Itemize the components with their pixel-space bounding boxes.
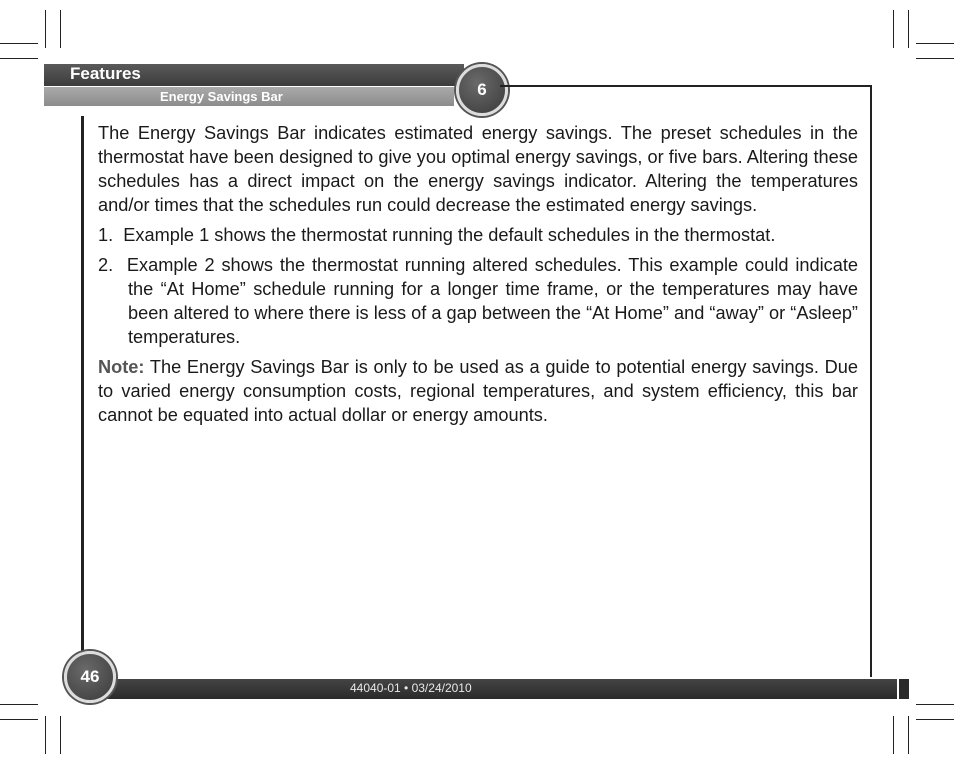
crop-mark (60, 716, 61, 754)
crop-mark (0, 58, 38, 59)
crop-mark (916, 58, 954, 59)
list-text: Example 2 shows the thermostat running altered schedules. This example could indicate the “At Home” schedule running for a longer time frame, or the temperatures may have been altered to where there is less of a gap between the “At Home” and “away” or “Asleep” temperatures. (126, 255, 859, 347)
crop-mark (908, 10, 909, 48)
crop-mark (0, 704, 38, 705)
frame-border-left (81, 116, 84, 656)
crop-mark (0, 43, 38, 44)
list-number: 2. (98, 255, 114, 275)
crop-mark (45, 716, 46, 754)
list-number: 1. (98, 225, 114, 245)
frame-border-right (870, 85, 872, 677)
crop-mark (893, 10, 894, 48)
list-item (98, 223, 858, 247)
crop-mark (893, 716, 894, 754)
crop-mark (0, 719, 38, 720)
list-item (98, 253, 858, 349)
page-number-badge: 46 (64, 651, 116, 703)
list-text: Example 1 shows the thermostat running the default schedules in the thermostat. (123, 225, 776, 245)
note-text: The Energy Savings Bar is only to be used as a guide to potential energy savings. Due to varied energy consumption costs, regional temperatures, and system efficiency, this bar cannot be equated into actual dollar or energy amounts. (98, 357, 858, 425)
section-title: Features (70, 64, 141, 83)
crop-mark (60, 10, 61, 48)
footer-bar-end (899, 679, 909, 699)
crop-mark (916, 719, 954, 720)
footer-bar (100, 679, 897, 699)
subsection-title: Energy Savings Bar (160, 89, 283, 104)
crop-mark (908, 716, 909, 754)
crop-mark (916, 43, 954, 44)
page-body (98, 121, 858, 433)
frame-border-top (500, 85, 872, 87)
note-label: Note: (98, 357, 145, 377)
chapter-number-badge: 6 (456, 64, 508, 116)
intro-paragraph: The Energy Savings Bar indicates estimated energy savings. The preset schedules in the thermostat have been designed to give you optimal energy savings, or five bars. Altering these schedules has a direct impact on the energy savings indicator. Altering the temperatures and/or times that the schedules run could decrease the estimated energy savings. (98, 123, 858, 215)
crop-mark (45, 10, 46, 48)
note-paragraph (98, 355, 858, 427)
crop-mark (916, 704, 954, 705)
document-code: 44040-01 • 03/24/2010 (350, 681, 472, 695)
